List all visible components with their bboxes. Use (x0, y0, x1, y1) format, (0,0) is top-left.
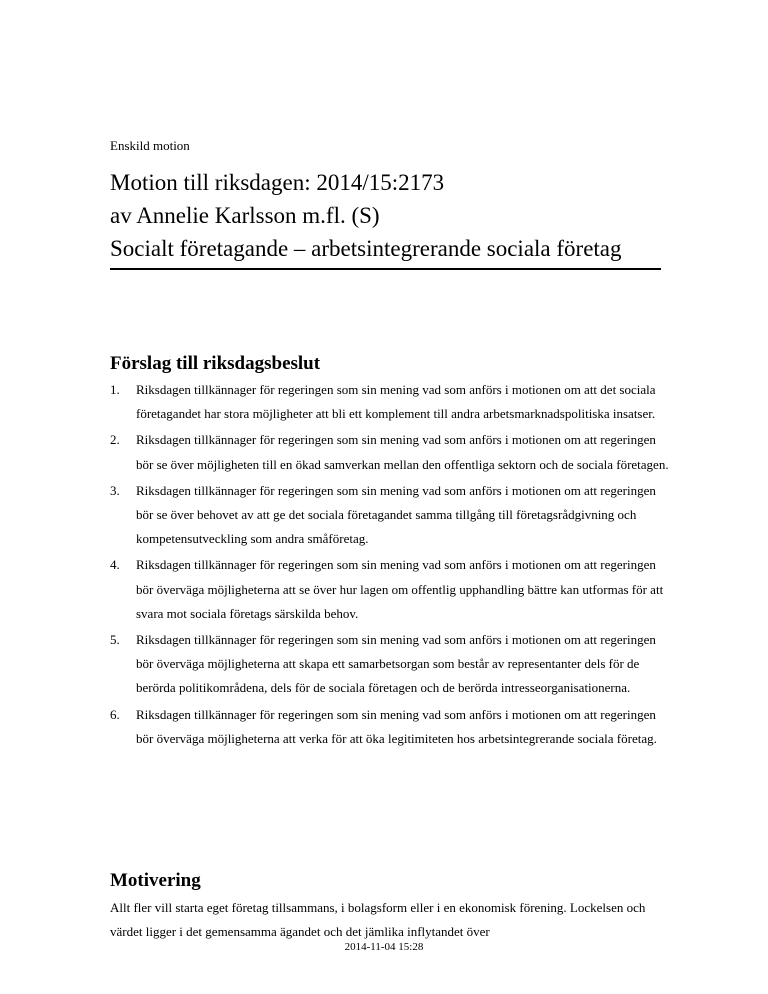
title-divider (110, 268, 661, 270)
proposal-text: Riksdagen tillkännager för regeringen som sin mening vad som anförs i motionen om att regeringen bör överväga möjligheterna att se över hur lagen om offentlig upphandling bättre kan utformas för att svara mot sociala företags särskilda behov. (136, 557, 664, 621)
motion-subject: Socialt företagande – arbetsintegrerande sociala företag (110, 236, 622, 261)
proposal-text: Riksdagen tillkännager för regeringen som sin mening vad som anförs i motionen om att regeringen bör se över behovet av att ge det sociala företagandet samma tillgång till företagsrådgivning och kompetensutveckling som andra småföretag. (136, 482, 656, 547)
proposal-item-5 (110, 628, 670, 701)
proposal-list (110, 378, 670, 753)
motivation-paragraph: Allt fler vill starta eget företag tillsammans, i bolagsform eller i en ekonomisk förening. Lockelsen och värdet ligger i det gemensamma ägandet och det jämlika inflytandet över (110, 900, 646, 940)
motivation-heading: Motivering (110, 870, 201, 891)
proposal-number: 5. (110, 632, 120, 648)
proposal-number: 4. (110, 557, 120, 573)
footer-timestamp: 2014-11-04 15:28 (344, 941, 424, 953)
proposal-item-3 (110, 479, 670, 552)
proposal-text: Riksdagen tillkännager för regeringen som sin mening vad som anförs i motionen om att det sociala företagandet har stora möjligheter att bli ett komplement till andra arbetsmarknadspolitiska insatser. (136, 382, 656, 422)
proposal-item-6 (110, 703, 670, 751)
proposal-number: 1. (110, 382, 120, 397)
motion-authors: av Annelie Karlsson m.fl. (S) (110, 203, 380, 228)
proposal-item-4 (110, 553, 670, 626)
proposal-item-2 (110, 428, 670, 476)
proposal-number: 3. (110, 482, 120, 498)
proposal-number: 6. (110, 706, 120, 722)
proposal-text: Riksdagen tillkännager för regeringen som sin mening vad som anförs i motionen om att regeringen bör överväga möjligheterna att skapa ett samarbetsorgan som består av representanter dels för de berörda politikområdena, dels för de sociala företagen och de berörda intresseorganisationerna. (136, 632, 656, 696)
proposal-text: Riksdagen tillkännager för regeringen som sin mening vad som anförs i motionen om att regeringen bör se över möjligheten till en ökad samverkan mellan den offentliga sektorn och de sociala företagen. (136, 432, 669, 472)
proposal-text: Riksdagen tillkännager för regeringen som sin mening vad som anförs i motionen om att regeringen bör överväga möjligheterna att verka för att öka legitimiteten hos arbetsintegrerande sociala företag. (136, 706, 657, 746)
proposal-number: 2. (110, 432, 120, 448)
proposal-item-1 (110, 378, 670, 426)
motion-title: Motion till riksdagen: 2014/15:2173 (110, 170, 445, 195)
proposal-heading: Förslag till riksdagsbeslut (110, 353, 321, 374)
document-type-label: Enskild motion (110, 138, 190, 153)
